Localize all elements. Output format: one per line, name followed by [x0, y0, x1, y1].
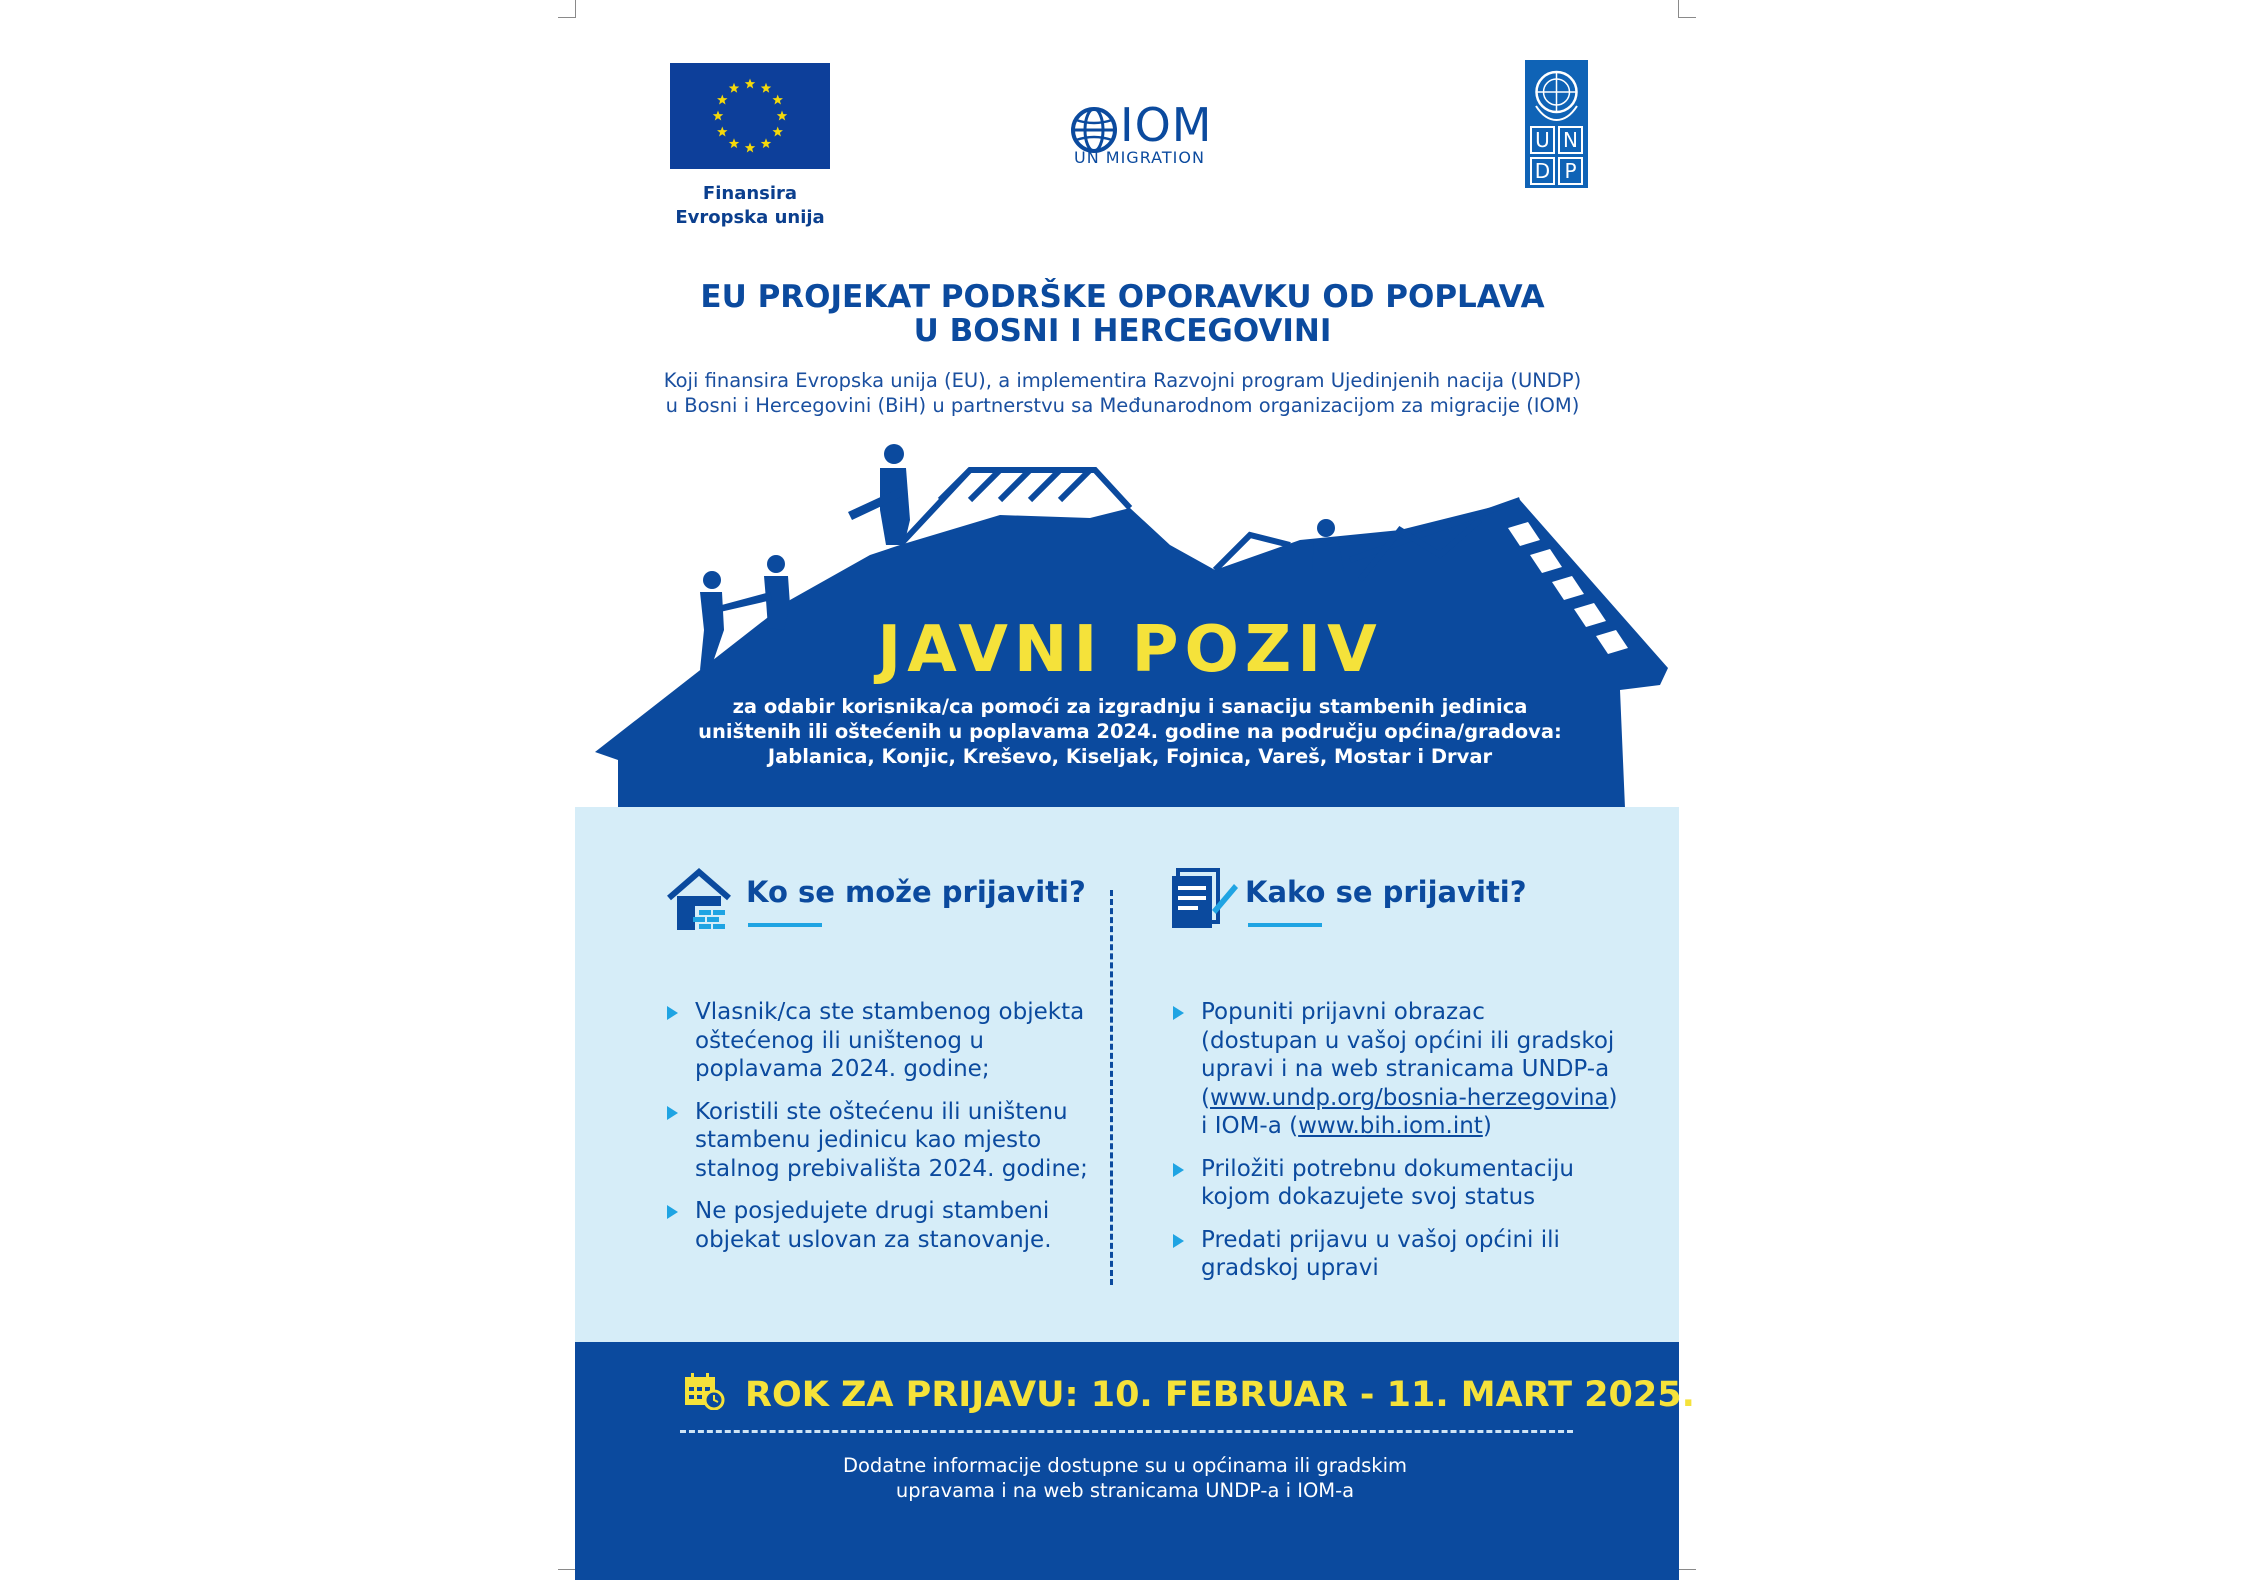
undp-letter: U — [1530, 126, 1555, 154]
banner-line: za odabir korisnika/ca pomoći za izgradnju i sanaciju stambenih jedinica — [732, 695, 1528, 718]
application-deadline: ROK ZA PRIJAVU: 10. FEBRUAR - 11. MART 2025. — [745, 1375, 1695, 1415]
eu-funding-caption: Finansira Evropska unija — [675, 183, 825, 228]
project-subtitle-line: Koji finansira Evropska unija (EU), a implementira Razvojni program Ujedinjenih nacija (UNDP) — [663, 369, 1582, 392]
bullet-arrow-icon — [1173, 1163, 1184, 1177]
undp-letter: N — [1558, 126, 1583, 154]
list-item: Koristili ste oštećenu ili uništenu stambenu jedinicu kao mjesto stalnog prebivališta 2024. godine; — [695, 1098, 1095, 1184]
house-bricks-icon — [665, 866, 733, 934]
undp-letter: P — [1558, 157, 1583, 185]
additional-info — [760, 1453, 1490, 1503]
bullet-arrow-icon — [1173, 1006, 1184, 1020]
bullet-arrow-icon — [667, 1205, 678, 1219]
iom-tagline: UN MIGRATION — [1074, 148, 1205, 167]
list-item: Predati prijavu u vašoj općini ili gradskoj upravi — [1201, 1226, 1661, 1283]
undp-letter: D — [1530, 157, 1555, 185]
list-item-line: (dostupan u vašoj općini ili gradskoj — [1201, 1027, 1615, 1054]
banner-municipalities: Jablanica, Konjic, Kreševo, Kiseljak, Fojnica, Vareš, Mostar i Drvar — [767, 745, 1493, 768]
additional-info-line: upravama i na web stranicama UNDP-a i IOM-a — [895, 1479, 1355, 1502]
iom-wordmark: IOM — [1120, 98, 1213, 152]
how-to-apply-heading: Kako se prijaviti? — [1245, 875, 1527, 909]
bullet-arrow-icon — [1173, 1234, 1184, 1248]
banner-heading: JAVNI POZIV — [877, 613, 1383, 687]
banner-line: uništenih ili oštećenih u poplavama 2024. godine na području općina/gradova: — [698, 720, 1562, 743]
bullet-arrow-icon — [667, 1006, 678, 1020]
iom-website-link[interactable]: www.bih.iom.int — [1298, 1113, 1483, 1139]
list-item: Vlasnik/ca ste stambenog objekta oštećenog ili uništenog u poplavama 2024. godine; — [695, 998, 1095, 1084]
project-title-line: U BOSNI I HERCEGOVINI — [913, 313, 1332, 349]
list-item: Priložiti potrebnu dokumentaciju kojom dokazujete svoj status — [1201, 1155, 1661, 1212]
list-item-line: upravi i na web stranicama UNDP-a — [1201, 1056, 1610, 1082]
form-pen-icon — [1168, 866, 1238, 934]
who-can-apply-list — [695, 998, 1095, 1268]
banner-description — [620, 694, 1640, 769]
additional-info-line: Dodatne informacije dostupne su u općinama ili gradskim — [842, 1454, 1408, 1477]
heading-underline — [748, 923, 822, 927]
who-can-apply-heading: Ko se može prijaviti? — [746, 875, 1086, 909]
how-to-apply-list — [1201, 998, 1661, 1297]
project-subtitle-line: u Bosni i Hercegovini (BiH) u partnerstvu sa Međunarodnom organizacijom za migracije (IOM) — [665, 394, 1580, 417]
undp-website-link[interactable]: www.undp.org/bosnia-herzegovina — [1209, 1084, 1609, 1111]
list-item-line: (www.undp.org/bosnia-herzegovina) — [1201, 1084, 1618, 1111]
dashed-divider — [680, 1430, 1573, 1433]
list-item-line: i IOM-a (www.bih.iom.int) — [1201, 1113, 1492, 1139]
calendar-clock-icon — [683, 1372, 725, 1410]
heading-underline — [1248, 923, 1322, 927]
list-item-line: Popuniti prijavni obrazac — [1201, 999, 1485, 1025]
bullet-arrow-icon — [667, 1106, 678, 1120]
list-item — [1201, 998, 1661, 1141]
list-item: Ne posjedujete drugi stambeni objekat uslovan za stanovanje. — [695, 1197, 1095, 1254]
project-title-line: EU PROJEKAT PODRŠKE OPORAVKU OD POPLAVA — [700, 279, 1545, 315]
column-divider — [1110, 890, 1113, 1285]
